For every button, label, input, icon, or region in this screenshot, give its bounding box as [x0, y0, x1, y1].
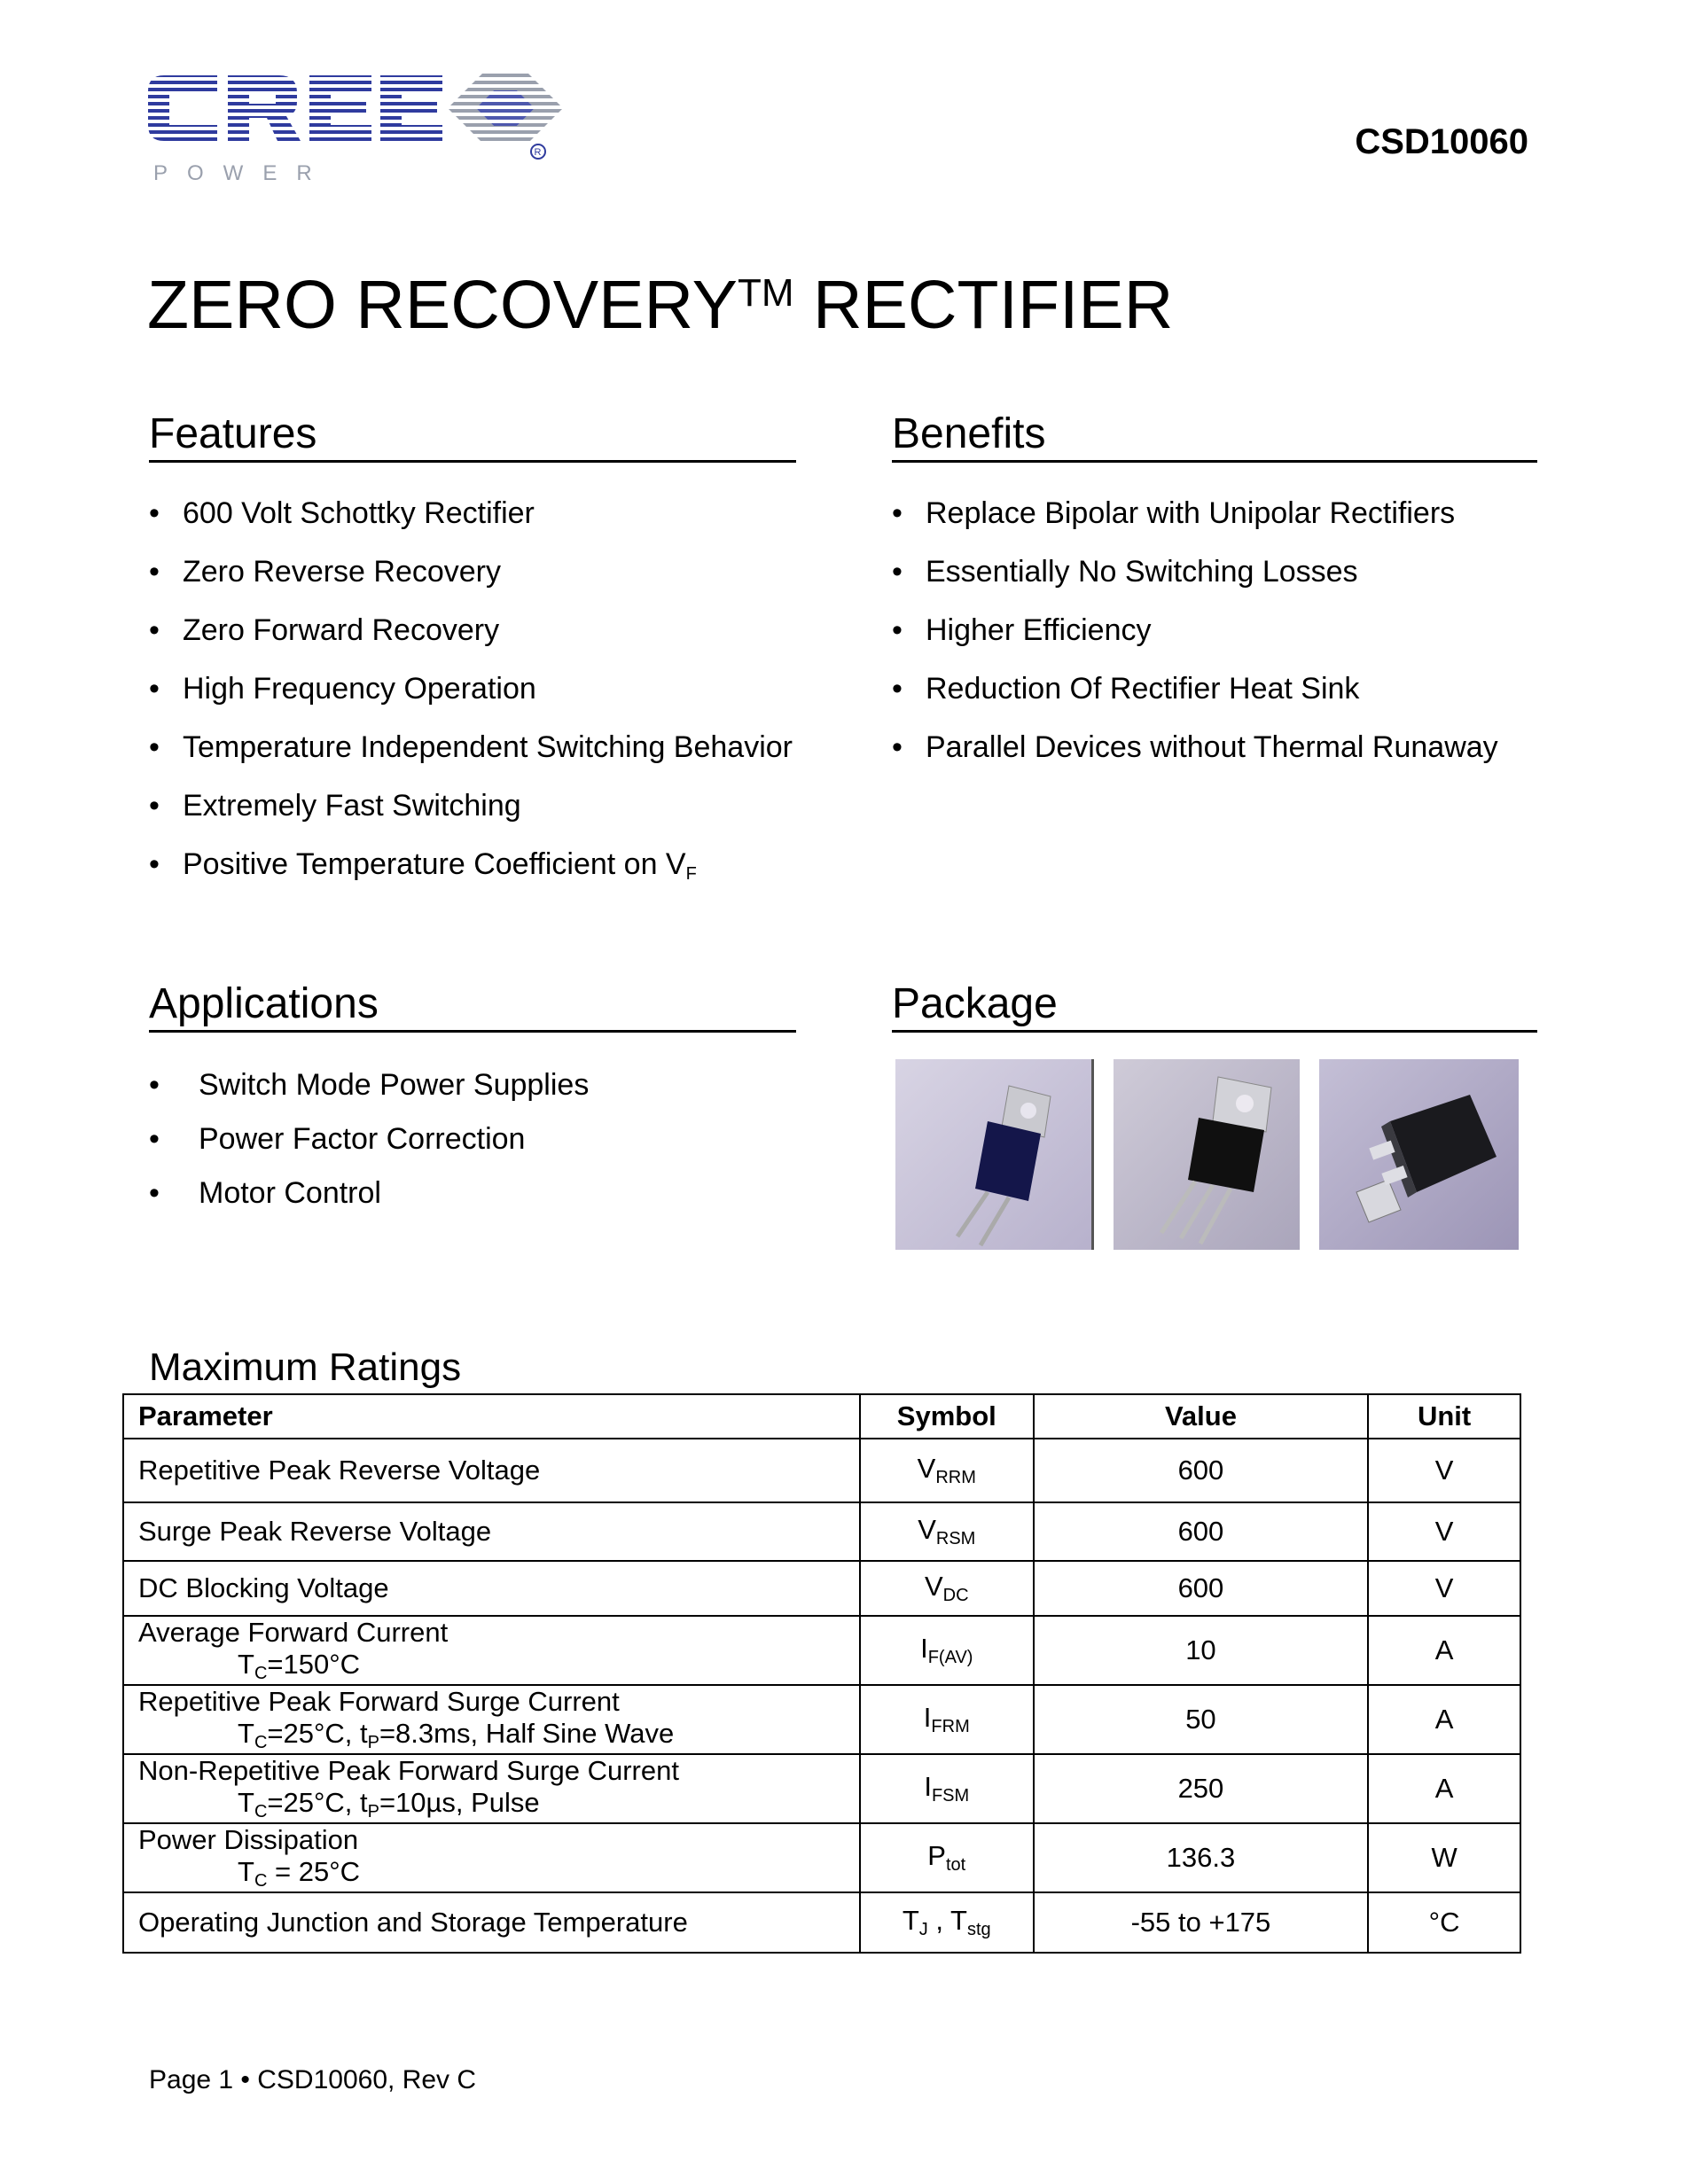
cell-value: 600: [1034, 1502, 1368, 1561]
cell-parameter: Repetitive Peak Forward Surge Current $T_C=25^\circ C$, $t_P=8.3ms$, Half Sine Wave: [123, 1685, 860, 1754]
cell-condition: $T_C=150^\circ C$: [238, 1649, 361, 1683]
table-row: [123, 1616, 1520, 1685]
cell-symbol: $I_{F(AV)}$: [860, 1616, 1034, 1685]
applications-heading: Applications: [149, 979, 796, 1033]
list-item: • Motor Control: [149, 1176, 381, 1210]
cell-parameter: Surge Peak Reverse Voltage: [123, 1502, 860, 1561]
svg-text:R: R: [534, 147, 542, 158]
table-row: [123, 1754, 1520, 1823]
list-item: • Higher Efficiency: [892, 613, 1152, 647]
cell-unit: A: [1368, 1616, 1520, 1685]
list-item: • Reduction Of Rectifier Heat Sink: [892, 672, 1360, 706]
package-photo-to220-2lead: [895, 1059, 1094, 1250]
cell-parameter: Power Dissipation $T_C = 25^\circ C$: [123, 1823, 860, 1892]
list-item: • Positive Temperature Coefficient on $V_F$: [149, 847, 697, 884]
cell-symbol: $V_{RRM}$: [860, 1439, 1034, 1502]
benefits-heading: Benefits: [892, 410, 1537, 463]
table-row: [123, 1561, 1520, 1616]
cell-value: 50: [1034, 1685, 1368, 1754]
cell-unit: A: [1368, 1685, 1520, 1754]
cell-condition: $T_C=25^\circ C$, $t_P=10\mu s$, Pulse: [238, 1787, 540, 1821]
list-item: • Temperature Independent Switching Behavior: [149, 730, 793, 764]
logo-subtext: POWER: [153, 161, 332, 185]
cell-parameter: DC Blocking Voltage: [123, 1561, 860, 1616]
package-photo-d2pak: [1319, 1059, 1519, 1250]
package-photo-to220-3lead: [1114, 1059, 1300, 1250]
column-header-unit: Unit: [1368, 1394, 1520, 1439]
table-row: [123, 1439, 1520, 1502]
list-item: • Extremely Fast Switching: [149, 789, 521, 823]
cell-symbol: $V_{RSM}$: [860, 1502, 1034, 1561]
cell-unit: A: [1368, 1754, 1520, 1823]
list-item: • Zero Reverse Recovery: [149, 555, 502, 589]
cell-condition: $T_C=25^\circ C$, $t_P=8.3ms$, Half Sine Wave: [238, 1718, 675, 1752]
page-title: [147, 266, 1173, 345]
table-row: [123, 1685, 1520, 1754]
list-item: • Parallel Devices without Thermal Runaway: [892, 730, 1498, 764]
cell-unit: W: [1368, 1823, 1520, 1892]
package-heading: Package: [892, 979, 1537, 1033]
logo-letters: [148, 73, 563, 159]
cell-condition: $T_C = 25^\circ C$: [238, 1856, 360, 1891]
cell-value: 250: [1034, 1754, 1368, 1823]
cell-value: 600: [1034, 1561, 1368, 1616]
features-list: [149, 496, 793, 906]
cell-value: 10: [1034, 1616, 1368, 1685]
features-heading: Features: [149, 410, 796, 463]
column-header-parameter: Parameter: [123, 1394, 860, 1439]
list-item: • Zero Forward Recovery: [149, 613, 500, 647]
applications-list: [149, 1068, 589, 1230]
cell-unit: V: [1368, 1502, 1520, 1561]
table-row: [123, 1823, 1520, 1892]
cell-unit: V: [1368, 1439, 1520, 1502]
cell-symbol: $I_{FSM}$: [860, 1754, 1034, 1823]
cell-symbol: $T_J$ , $T_{stg}$: [860, 1892, 1034, 1953]
title-suffix: RECTIFIER: [793, 267, 1174, 343]
benefits-list: [892, 496, 1498, 789]
maximum-ratings-table: [122, 1393, 1521, 1954]
cell-unit: °C: [1368, 1892, 1520, 1953]
list-item: • Essentially No Switching Losses: [892, 555, 1358, 589]
cell-symbol: $V_{DC}$: [860, 1561, 1034, 1616]
cell-value: 136.3: [1034, 1823, 1368, 1892]
column-header-value: Value: [1034, 1394, 1368, 1439]
cell-parameter: Repetitive Peak Reverse Voltage: [123, 1439, 860, 1502]
cell-unit: V: [1368, 1561, 1520, 1616]
table-header-row: [123, 1394, 1520, 1439]
list-item: • Switch Mode Power Supplies: [149, 1068, 590, 1102]
cell-parameter: Non-Repetitive Peak Forward Surge Current $T_C=25^\circ C$, $t_P=10\mu s$, Pulse: [123, 1754, 860, 1823]
trademark-mark: TM: [738, 271, 794, 315]
table-row: [123, 1502, 1520, 1561]
list-item: • Replace Bipolar with Unipolar Rectifiers: [892, 496, 1456, 530]
title-main: ZERO RECOVERY: [147, 267, 738, 343]
cell-value: -55 to +175: [1034, 1892, 1368, 1953]
list-item: • 600 Volt Schottky Rectifier: [149, 496, 535, 530]
cell-parameter: Average Forward Current $T_C=150^\circ C$: [123, 1616, 860, 1685]
document-id: CSD10060: [1355, 122, 1528, 161]
table-row: [123, 1892, 1520, 1953]
cell-parameter: Operating Junction and Storage Temperature: [123, 1892, 860, 1953]
cell-symbol: $I_{FRM}$: [860, 1685, 1034, 1754]
list-item: • High Frequency Operation: [149, 672, 536, 706]
list-item: • Power Factor Correction: [149, 1122, 526, 1156]
cell-value: 600: [1034, 1439, 1368, 1502]
cree-power-logo: [146, 66, 563, 186]
ratings-heading: Maximum Ratings: [149, 1346, 462, 1389]
page-footer: Page 1 • CSD10060, Rev C: [149, 2065, 477, 2094]
column-header-symbol: Symbol: [860, 1394, 1034, 1439]
cell-symbol: $P_{tot}$: [860, 1823, 1034, 1892]
